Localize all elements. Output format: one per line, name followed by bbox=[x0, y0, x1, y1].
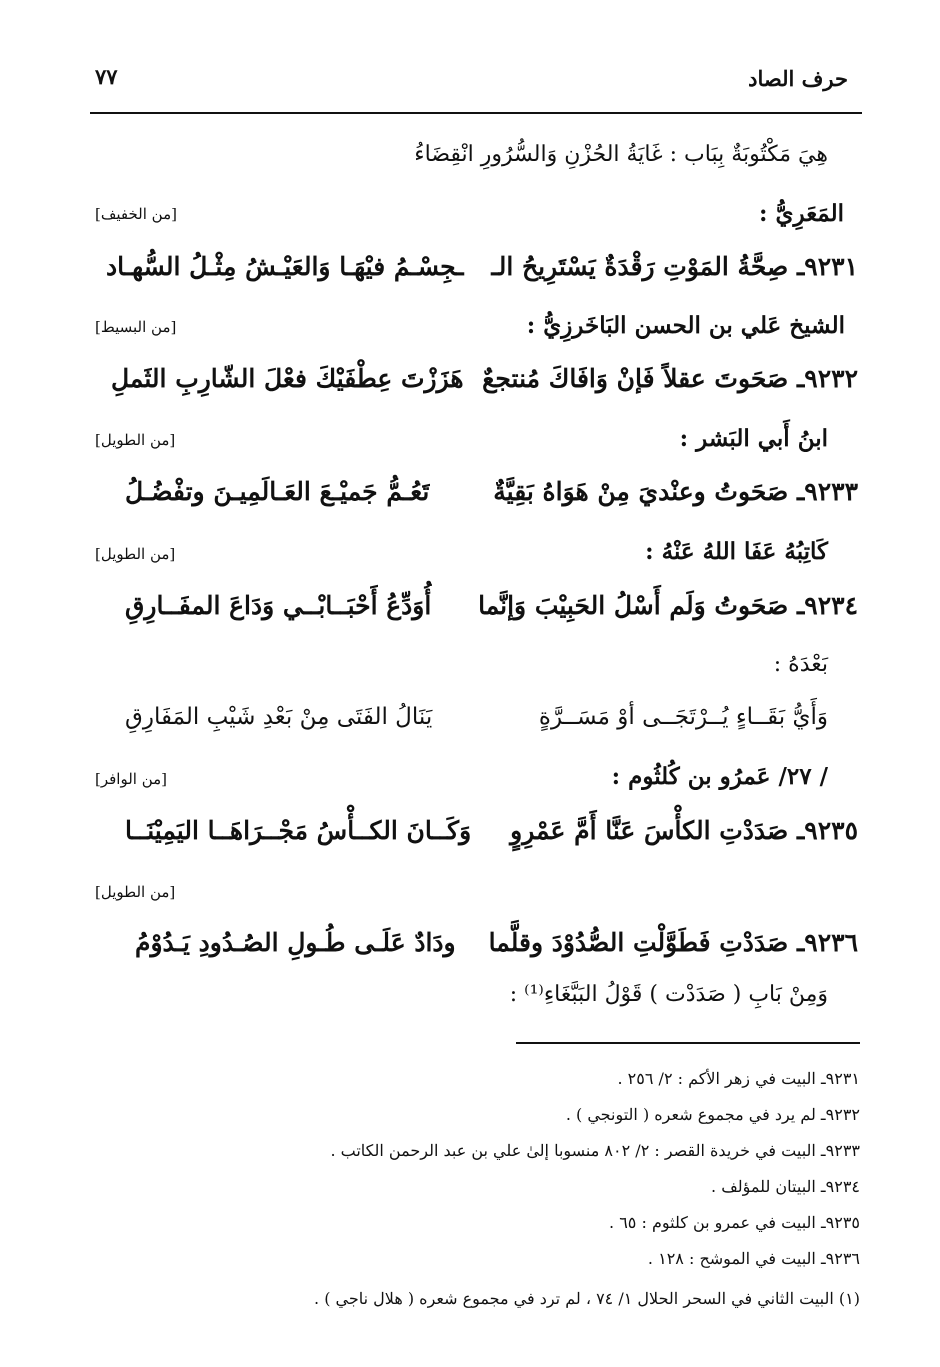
verse-second-hemistich: هَزَزْتَ عِطْفَيْكَ فعْلَ الشّارِبِ الثَملِ bbox=[111, 364, 464, 393]
verse-second-hemistich: ـجِسْـمُ فيْهَـا وَالعَيْـشُ مِثْـلُ السُّهـاد bbox=[106, 252, 464, 281]
poet-name: بَعْدَهُ : bbox=[773, 652, 828, 677]
closing-line: وَمِنْ بَابِ ( صَدَدْت ) قَوْلُ البَبَّغَاءِ⁽¹⁾ : bbox=[509, 982, 828, 1007]
meter-label: [من الوافر] bbox=[95, 770, 168, 788]
footnote: ٩٢٣٥ـ البيت في عمرو بن كلثوم : ٦٥ . bbox=[609, 1213, 860, 1232]
verse-first-hemistich: ٩٢٣٥ـ صَدَدْتِ الكأْسَ عَنَّا أَمَّ عَمْرِوٍ bbox=[510, 816, 858, 845]
footnote: ٩٢٣٣ـ البيت في خريدة القصر : ٢/ ٨٠٢ منسوبا إلىٰ علي بن عبد الرحمن الكاتب . bbox=[330, 1141, 860, 1160]
meter-label: [من الطويل] bbox=[95, 883, 176, 901]
top-line: هِيَ مَكْتُوبَةٌ بِبَاب : غَايَةُ الحُزْنِ وَالسُّرُورِ انْقِضَاءُ bbox=[414, 142, 828, 167]
verse-second-hemistich: أُوَدِّعُ أَحْبَــابْــي وَدَاعَ المفَــارِقِ bbox=[125, 591, 432, 620]
meter-label: [من البسيط] bbox=[95, 318, 177, 336]
verse-first-hemistich: ٩٢٣٣ـ صَحَوتُ وعنْديَ مِنْ هَوَاهُ بَقِيَّةٌ bbox=[493, 477, 858, 506]
footnote: ٩٢٣٢ـ لم يرد في مجموع شعره ( التونجي ) . bbox=[565, 1105, 860, 1124]
chapter-title: حرف الصاد bbox=[748, 66, 848, 91]
poet-name: الشيخ عَلي بن الحسن البَاخَرزِيُّ : bbox=[526, 312, 845, 339]
poet-name: ابنُ أَبي البَشر : bbox=[679, 425, 828, 452]
meter-label: [من الطويل] bbox=[95, 431, 176, 449]
meter-label: [من الطويل] bbox=[95, 545, 176, 563]
meter-label: [من الخفيف] bbox=[95, 205, 177, 223]
poet-name: كَاتِبُهُ عَفَا اللهُ عَنْهُ : bbox=[645, 538, 828, 565]
footnote: (١) البيت الثاني في السحر الحلال ١/ ٧٤ ، لم ترد في مجموع شعره ( هلال ناجي ) . bbox=[314, 1289, 860, 1308]
footnote: ٩٢٣٦ـ البيت في الموشح : ١٢٨ . bbox=[647, 1249, 860, 1268]
footnote: ٩٢٣٤ـ البيتان للمؤلف . bbox=[711, 1177, 860, 1196]
verse-first-hemistich: وَأَيُّ بَقَــاءٍ يُــرْتَجَــى أوْ مَسَــرَّةٍ bbox=[538, 704, 828, 730]
verse-second-hemistich: وَكَــانَ الكــأْسُ مَجْــرَاهَــا اليَمِيْنَــا bbox=[125, 816, 472, 845]
page-number: ٧٧ bbox=[95, 64, 118, 89]
header-rule bbox=[90, 112, 862, 114]
verse-first-hemistich: ٩٢٣٦ـ صَدَدْتِ فَطَوَّلْتِ الصُّدُوْدَ وقلَّما bbox=[488, 928, 858, 957]
verse-second-hemistich: تَعُـمُّ جَميْـعَ العَـالَمِيـنَ وتفْضُـلُ bbox=[125, 477, 430, 506]
poet-name: / ٢٧/ عَمرُو بن كُلثُوم : bbox=[611, 763, 828, 790]
verse-second-hemistich: يَنَالُ الفَتَى مِنْ بَعْدِ شَيْبِ المَفَارِقِ bbox=[125, 704, 433, 730]
verse-first-hemistich: ٩٢٣٢ـ صَحَوتَ عقلاً فَإنْ وَافَاكَ مُنتجعٌ bbox=[482, 364, 858, 393]
poet-name: المَعَرِيُّ : bbox=[759, 200, 844, 227]
footnote-rule bbox=[516, 1042, 860, 1044]
verse-second-hemistich: ودَادٌ عَلَـى طُـولِ الصُـدُودِ يَـدُوْمُ bbox=[135, 928, 456, 957]
footnote: ٩٢٣١ـ البيت في زهر الأكم : ٢/ ٢٥٦ . bbox=[617, 1069, 860, 1088]
verse-first-hemistich: ٩٢٣١ـ صِحَّةُ المَوْتِ رَقْدَةٌ يَسْتَرِيحُ الـ bbox=[491, 252, 858, 281]
verse-first-hemistich: ٩٢٣٤ـ صَحَوتُ وَلَم أَسْلُ الحَبِيْبَ وَإنَّما bbox=[478, 591, 858, 620]
